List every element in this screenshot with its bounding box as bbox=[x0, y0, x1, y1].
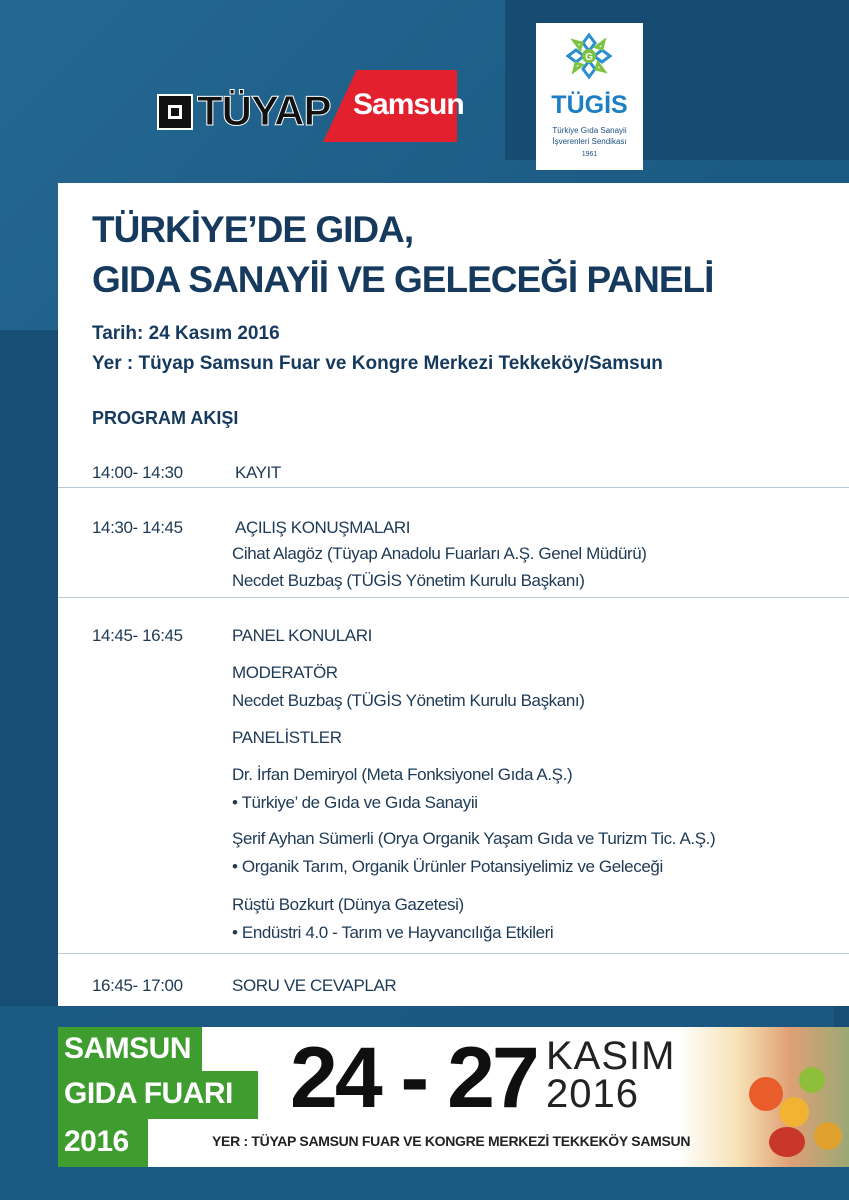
speaker-line: Cihat Alagöz (Tüyap Anadolu Fuarları A.Ş. Genel Müdürü) bbox=[232, 544, 647, 563]
event-date: Tarih: 24 Kasım 2016 bbox=[92, 323, 280, 344]
session-time: 14:30- 14:45 bbox=[92, 518, 183, 537]
divider bbox=[58, 953, 849, 954]
tugis-name: TÜGİS bbox=[551, 91, 628, 119]
fair-year-text: 2016 bbox=[546, 1072, 639, 1116]
moderator-heading: MODERATÖR bbox=[232, 663, 338, 682]
fruit-icon bbox=[814, 1122, 842, 1150]
tugis-subtitle bbox=[536, 125, 643, 147]
panelist-topic: • Organik Tarım, Organik Ürünler Potansiyelimiz ve Geleceği bbox=[232, 857, 663, 876]
title-line2: GIDA SANAYİİ VE GELECEĞİ PANELİ bbox=[92, 259, 714, 300]
tugis-subtitle-line2: İşverenleri Sendikası bbox=[552, 137, 627, 146]
svg-text:G: G bbox=[585, 52, 593, 63]
tugis-subtitle-line1: Türkiye Gıda Sanayii bbox=[552, 126, 627, 135]
samsun-logo-word: Samsun bbox=[353, 88, 464, 121]
panelists-heading: PANELİSTLER bbox=[232, 728, 342, 747]
fair-month-year bbox=[546, 1034, 676, 1116]
fair-dates: 24 - 27 bbox=[290, 1030, 537, 1126]
session-time: 14:45- 16:45 bbox=[92, 626, 183, 645]
panelist-topic: • Türkiye’ de Gıda ve Gıda Sanayii bbox=[232, 793, 478, 812]
session-time: 14:00- 14:30 bbox=[92, 463, 183, 482]
program-panel bbox=[58, 183, 849, 1006]
session-title: PANEL KONULARI bbox=[232, 626, 372, 645]
fair-venue: YER : TÜYAP SAMSUN FUAR VE KONGRE MERKEZİ TEKKEKÖY SAMSUN bbox=[212, 1133, 691, 1149]
session-title: SORU VE CEVAPLAR bbox=[232, 976, 397, 995]
program-heading: PROGRAM AKIŞI bbox=[92, 408, 239, 428]
fruit-icon bbox=[769, 1127, 805, 1157]
fair-name-line1: SAMSUN bbox=[64, 1032, 192, 1065]
tugis-year: 1961 bbox=[581, 151, 598, 158]
speaker-line: Necdet Buzbaş (TÜGİS Yönetim Kurulu Başkanı) bbox=[232, 571, 585, 590]
tugis-emblem-icon bbox=[564, 31, 614, 81]
session-title: AÇILIŞ KONUŞMALARI bbox=[235, 518, 411, 537]
page-title bbox=[92, 205, 713, 305]
fair-banner bbox=[58, 1027, 849, 1167]
fair-year: 2016 bbox=[64, 1125, 129, 1158]
fair-month: KASIM bbox=[546, 1034, 676, 1078]
divider bbox=[58, 597, 849, 598]
tuyap-house-icon bbox=[157, 94, 193, 130]
panelist-name: Dr. İrfan Demiryol (Meta Fonksiyonel Gıda A.Ş.) bbox=[232, 765, 573, 784]
fair-name-line2: GIDA FUARI bbox=[64, 1077, 233, 1110]
tugis-logo bbox=[536, 23, 643, 170]
tuyap-samsun-logo bbox=[157, 70, 464, 142]
session-title: KAYIT bbox=[235, 463, 281, 482]
background-strip bbox=[0, 1167, 849, 1200]
divider bbox=[58, 487, 849, 488]
title-line1: TÜRKİYE’DE GIDA, bbox=[92, 209, 414, 250]
panelist-name: Rüştü Bozkurt (Dünya Gazetesi) bbox=[232, 895, 464, 914]
session-time: 16:45- 17:00 bbox=[92, 976, 183, 995]
panelist-name: Şerif Ayhan Sümerli (Orya Organik Yaşam Gıda ve Turizm Tic. A.Ş.) bbox=[232, 829, 716, 848]
moderator-name: Necdet Buzbaş (TÜGİS Yönetim Kurulu Başkanı) bbox=[232, 691, 585, 710]
market-image bbox=[679, 1027, 849, 1167]
fruit-icon bbox=[779, 1097, 809, 1127]
background-strip bbox=[0, 330, 58, 1030]
fruit-icon bbox=[799, 1067, 825, 1093]
panelist-topic: • Endüstri 4.0 - Tarım ve Hayvancılığa Etkileri bbox=[232, 923, 554, 942]
fruit-icon bbox=[749, 1077, 783, 1111]
tuyap-logo-word: TÜYAP bbox=[197, 87, 331, 134]
event-place: Yer : Tüyap Samsun Fuar ve Kongre Merkezi Tekkeköy/Samsun bbox=[92, 353, 663, 374]
